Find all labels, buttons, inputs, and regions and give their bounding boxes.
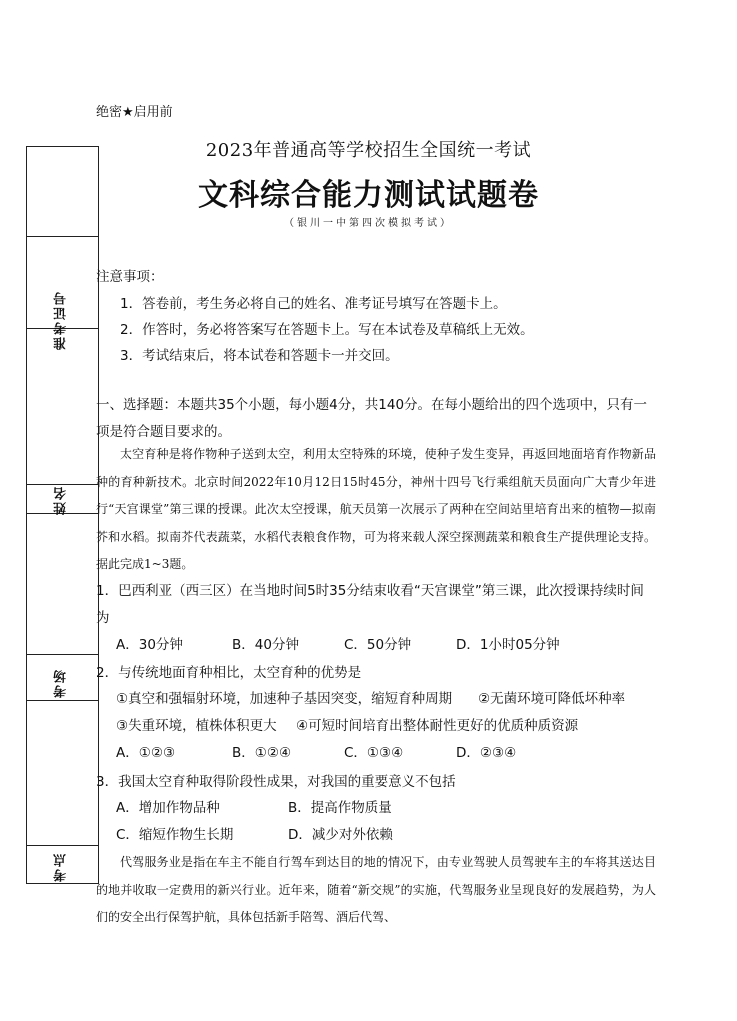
q2-option-a: A．①②③: [116, 745, 176, 761]
label-exam-room: 考场: [54, 668, 69, 698]
notice-item: 3．考试结束后，将本试卷和答题卡一并交回。: [120, 348, 399, 364]
q2-option-c: C．①③④: [344, 745, 404, 761]
q3-option-d: D．减少对外依赖: [288, 827, 393, 843]
section-heading: 一、选择题：本题共35个小题，每小题4分，共140分。在每小题给出的四个选项中，只有一项是符合题目要求的。: [96, 397, 648, 440]
q3-option-c: C．缩短作物生长期: [116, 827, 234, 843]
notice-item: 2．作答时，务必将答案写在答题卡上。写在本试卷及草稿纸上无效。: [120, 322, 534, 338]
binding-divider: [26, 236, 99, 237]
question-2-stem: 2．与传统地面育种相比，太空育种的优势是: [96, 665, 362, 681]
q2-option-b: B．①②④: [232, 745, 292, 761]
q2-statement-1: ①真空和强辐射环境，加速种子基因突变，缩短育种周期: [116, 691, 453, 707]
question-1-stem: 1．巴西利亚（西三区）在当地时间5时35分结束收看“天宫课堂”第三课，此次授课持续时间为: [96, 583, 644, 626]
q1-option-c: C．50分钟: [344, 637, 412, 653]
binding-divider: [26, 845, 99, 846]
binding-divider: [26, 700, 99, 701]
question-3-stem: 3．我国太空育种取得阶段性成果，对我国的重要意义不包括: [96, 774, 456, 790]
q1-option-a: A．30分钟: [116, 637, 183, 653]
label-exam-site: 考点: [54, 852, 69, 882]
q3-option-a: A．增加作物品种: [116, 800, 220, 816]
label-name: 姓名: [54, 485, 69, 515]
q3-option-b: B．提高作物质量: [288, 800, 392, 816]
q2-option-d: D．②③④: [456, 745, 517, 761]
reading-passage-2: 代驾服务业是指在车主不能自行驾车到达目的地的情况下，由专业驾驶人员驾驶车主的车将其送达目的地并收取一定费用的新兴行业。近年来，随着“新交规”的实施，代驾服务业呈现良好的发展趋势，为人们的安全出行保驾护航，具体包括新手陪驾、酒后代驾、: [96, 855, 656, 924]
q2-statement-3: ③失重环境，植株体积更大: [116, 718, 277, 734]
paper-title: 文科综合能力测试试题卷: [198, 178, 539, 213]
confidential-mark: 绝密★启用前: [96, 105, 173, 120]
q2-statement-4: ④可短时间培育出整体耐性更好的优质种质资源: [296, 718, 579, 734]
reading-passage: 太空育种是将作物种子送到太空，利用太空特殊的环境，使种子发生变异，再返回地面培育作物新品种的育种新技术。北京时间2022年10月12日15时45分，神州十四号飞行乘组航天员面向广大青少年进行“天宫课堂”第三课的授课。此次太空授课，航天员第一次展示了两种在空间站里培育出来的植物—拟南芥和水稻。拟南芥代表蔬菜，水稻代表粮食作物，可为将来载人深空探测蔬菜和粮食生产提供理论支持。据此完成1~3题。: [96, 447, 656, 571]
label-admission-number: 准考证号: [54, 290, 69, 350]
q1-option-b: B．40分钟: [232, 637, 299, 653]
exam-title: 2023年普通高等学校招生全国统一考试: [205, 140, 532, 161]
paper-subtitle: （银川一中第四次模拟考试）: [284, 218, 453, 229]
binding-divider: [26, 654, 99, 655]
notice-item: 1．答卷前，考生务必将自己的姓名、准考证号填写在答题卡上。: [120, 296, 507, 312]
q1-option-d: D．1小时05分钟: [456, 637, 560, 653]
binding-strip: [26, 146, 99, 884]
q2-statement-2: ②无菌环境可降低坏种率: [478, 691, 626, 707]
notice-heading: 注意事项：: [96, 269, 164, 285]
